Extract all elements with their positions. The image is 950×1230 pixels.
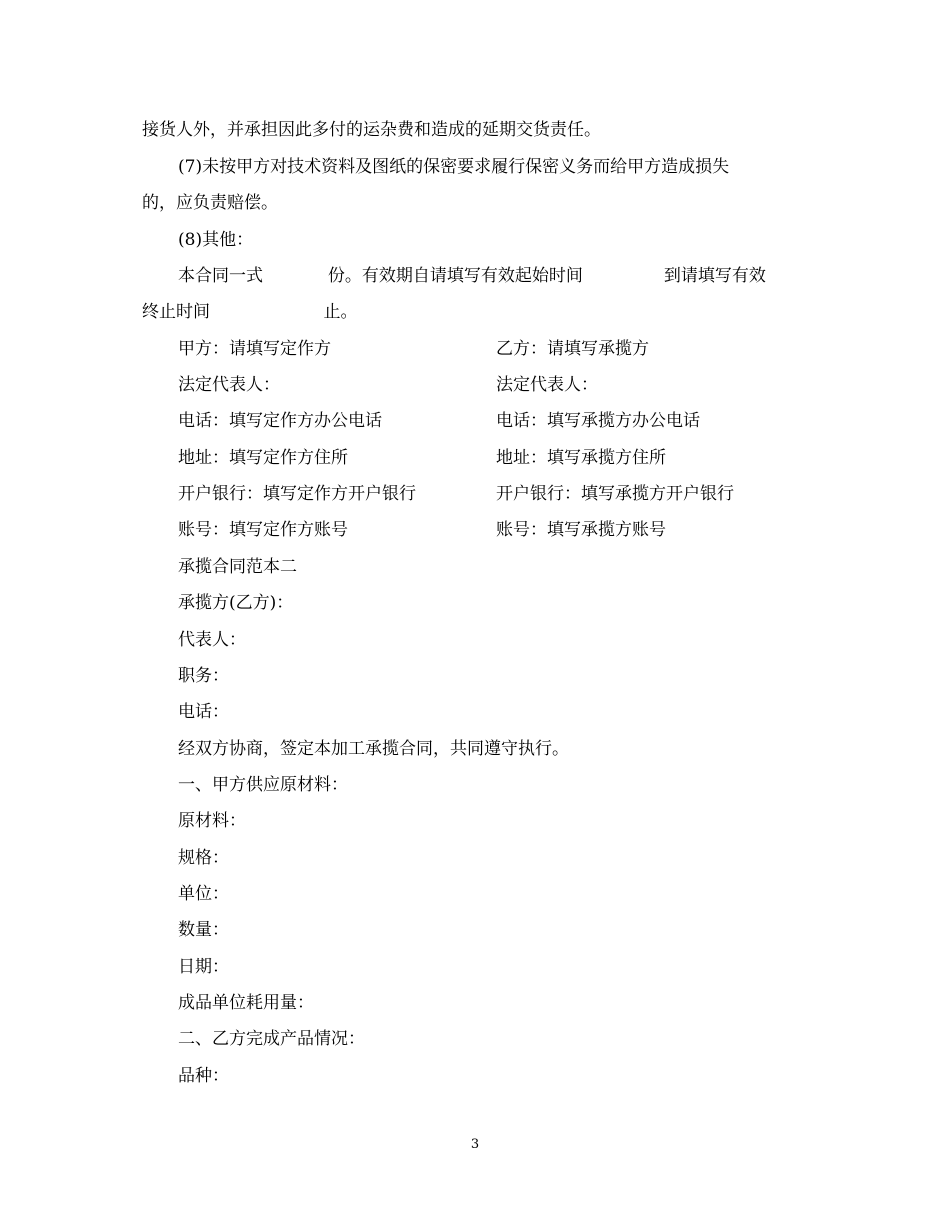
- party-a-name: 甲方：请填写定作方: [178, 339, 331, 359]
- quantity-label: 数量：: [178, 920, 229, 940]
- material-label: 原材料：: [178, 811, 246, 831]
- clause-7-line-1: (7)未按甲方对技术资料及图纸的保密要求履行保密义务而给甲方造成损失: [178, 157, 730, 177]
- representative-label: 代表人：: [178, 630, 246, 650]
- spec-label: 规格：: [178, 848, 229, 868]
- page-number: 3: [470, 1137, 480, 1152]
- paragraph-line: 接货人外，并承担因此多付的运杂费和造成的延期交货责任。: [142, 120, 601, 140]
- party-b-account: 账号：填写承揽方账号: [496, 520, 666, 540]
- unit-label: 单位：: [178, 884, 229, 904]
- clause-7-line-2: 的，应负责赔偿。: [142, 193, 278, 213]
- consumption-label: 成品单位耗用量：: [178, 993, 314, 1013]
- validity-line-2: 终止时间 止。: [142, 302, 358, 322]
- party-a-phone: 电话：填写定作方办公电话: [178, 411, 382, 431]
- date-label: 日期：: [178, 957, 229, 977]
- party-a-address: 地址：填写定作方住所: [178, 448, 348, 468]
- position-label: 职务：: [178, 666, 229, 686]
- party-b-address: 地址：填写承揽方住所: [496, 448, 666, 468]
- party-a-bank: 开户银行：填写定作方开户银行: [178, 484, 416, 504]
- contractor-label: 承揽方(乙方)：: [178, 593, 294, 613]
- section-2-heading: 二、乙方完成产品情况：: [178, 1029, 365, 1049]
- intro-paragraph: 经双方协商，签定本加工承揽合同，共同遵守执行。: [178, 739, 569, 759]
- party-a-representative: 法定代表人：: [178, 375, 280, 395]
- validity-line-1: 本合同一式 份。有效期自请填写有效起始时间 到请填写有效: [178, 266, 766, 286]
- variety-label: 品种：: [178, 1066, 229, 1086]
- clause-8: (8)其他：: [178, 230, 254, 250]
- section-1-heading: 一、甲方供应原材料：: [178, 775, 348, 795]
- party-b-bank: 开户银行：填写承揽方开户银行: [496, 484, 734, 504]
- party-b-representative: 法定代表人：: [496, 375, 598, 395]
- party-a-account: 账号：填写定作方账号: [178, 520, 348, 540]
- party-b-phone: 电话：填写承揽方办公电话: [496, 411, 700, 431]
- party-b-name: 乙方：请填写承揽方: [496, 339, 649, 359]
- phone-label: 电话：: [178, 702, 229, 722]
- contract-2-title: 承揽合同范本二: [178, 557, 297, 577]
